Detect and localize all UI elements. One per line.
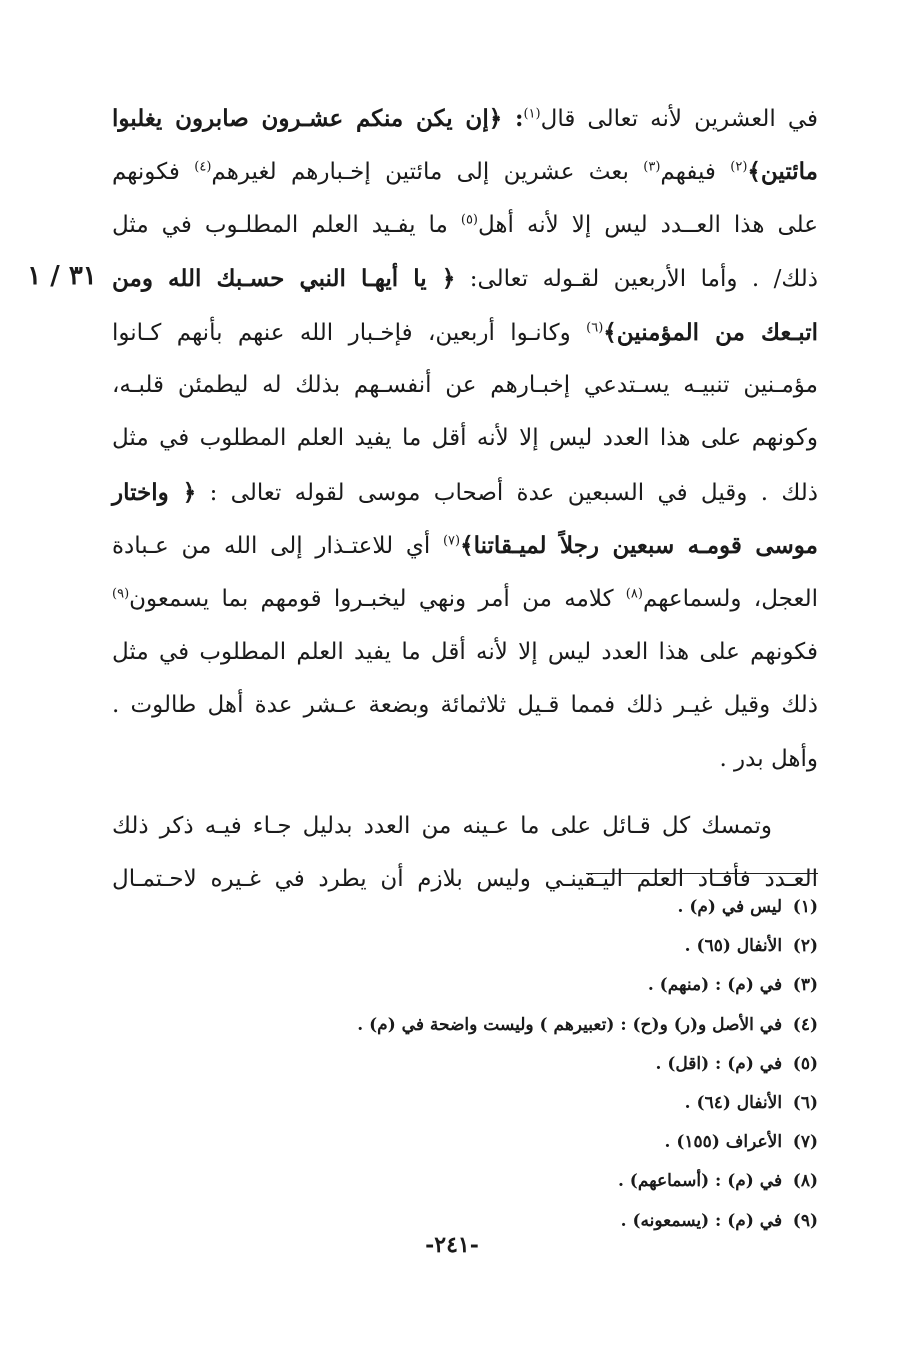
footnote-number: (٣) bbox=[792, 975, 818, 996]
quran-quote: موسى قومـه سبعين رجلاً لميـقاتنا﴾ bbox=[460, 532, 819, 560]
text-run: وتمسك كل قـائل على ما عـينه من العدد بدليل جـاء فيـه ذكر ذلك bbox=[112, 813, 772, 840]
text-line bbox=[112, 412, 818, 465]
paragraph-gap bbox=[112, 786, 818, 800]
footnote-text: في (م) : (أسماعهم) . bbox=[617, 1171, 788, 1192]
footnote-item bbox=[200, 1123, 818, 1162]
footnote-marker: (٥) bbox=[460, 212, 478, 228]
footnote-separator bbox=[586, 873, 818, 874]
footnotes-list bbox=[200, 888, 818, 1241]
text-run: ذلك وقيل غيـر ذلك فمما قـيل ثلاثمائة وبضعة عـشر عدة أهل طالوت . bbox=[112, 692, 818, 719]
text-line bbox=[112, 306, 818, 359]
text-run: فيفهم bbox=[660, 159, 731, 186]
text-line bbox=[112, 145, 818, 198]
footnote-item bbox=[200, 1202, 818, 1241]
text-run: ذلك . وقيل في السبعين عدة أصحاب موسى لقوله تعالى : bbox=[196, 479, 818, 506]
text-run: ذلك/ . وأما الأربعين لقـوله تعالى: bbox=[455, 266, 818, 293]
footnote-number: (٤) bbox=[792, 1014, 818, 1035]
footnote-marker: (٢) bbox=[730, 159, 748, 175]
text-run: في العشرين لأنه تعالى قال bbox=[540, 106, 818, 132]
footnote-item bbox=[200, 888, 818, 927]
footnote-number: (١) bbox=[792, 897, 818, 917]
footnote-text: في (م) : (منهم) . bbox=[647, 975, 788, 996]
footnote-item bbox=[200, 927, 818, 966]
quran-quote: اتبـعك من المؤمنين﴾ bbox=[603, 318, 818, 346]
text-line bbox=[112, 252, 818, 305]
footnote-text: الأنفال (٦٤) . bbox=[684, 1092, 788, 1113]
footnote-marker: (١) bbox=[523, 106, 541, 122]
text-run: العجل، ولسماعهم bbox=[642, 585, 818, 612]
footnote-number: (٦) bbox=[792, 1092, 818, 1113]
quran-quote: ﴿ واختار bbox=[112, 478, 197, 506]
paragraph-1 bbox=[112, 92, 818, 786]
text-line bbox=[112, 573, 818, 626]
footnote-marker: (٣) bbox=[643, 159, 661, 175]
text-line bbox=[112, 359, 818, 412]
footnote-marker: (٨) bbox=[625, 585, 643, 601]
footnote-marker: (٦) bbox=[586, 319, 604, 335]
footnote-marker: (٩) bbox=[112, 585, 130, 601]
text-line bbox=[112, 199, 818, 252]
footnote-number: (٥) bbox=[792, 1053, 818, 1074]
text-line bbox=[112, 92, 818, 145]
footnote-text: الأنفال (٦٥) . bbox=[684, 936, 788, 957]
text-run: مؤمـنين تنبيـه يسـتدعي إخبـارهم عن أنفسـهم بذلك له ليطمئن قلبـه، bbox=[112, 371, 818, 398]
footnote-item bbox=[200, 966, 818, 1005]
footnote-marker: (٧) bbox=[442, 533, 461, 549]
footnote-number: (٩) bbox=[792, 1210, 818, 1231]
footnote-number: (٨) bbox=[792, 1171, 818, 1192]
text-run: ما يفـيد العلم المطلـوب في مثل bbox=[112, 211, 461, 238]
text-run: كلامه من أمر ونهي ليخبـروا قومهم بما يسمعون bbox=[129, 585, 626, 612]
footnote-text: في الأصل و(ر) و(ح) : (تعبيرهم ) وليست واضحة في (م) . bbox=[357, 1014, 788, 1035]
footnote-item bbox=[200, 1045, 818, 1084]
text-line bbox=[112, 466, 818, 519]
quran-quote: مائتين﴾ bbox=[747, 158, 819, 186]
text-line bbox=[112, 733, 818, 786]
footnote-text: في (م) : (يسمعونه) . bbox=[620, 1210, 788, 1231]
footnote-number: (٢) bbox=[792, 936, 818, 957]
footnote-item bbox=[200, 1162, 818, 1201]
footnote-text: ليس في (م) . bbox=[677, 897, 788, 917]
text-line bbox=[112, 800, 818, 853]
text-run: بعث عشرين إلى مائتين إخـبارهم لغيرهم bbox=[211, 159, 644, 186]
text-run: أي للاعتـذار إلى الله من عـبادة bbox=[112, 533, 443, 560]
footnote-item bbox=[200, 1006, 818, 1045]
text-run: وكونهم على هذا العدد ليس إلا لأنه أقل ما يفيد العلم المطلوب في مثل bbox=[112, 425, 818, 452]
text-run: فكونهم على هذا العدد ليس إلا لأنه أقل ما يفيد العلم المطلوب في مثل bbox=[112, 638, 818, 665]
text-run: وكانـوا أربعين، فإخـبار الله عنهم بأنهم كـانوا bbox=[112, 319, 587, 346]
text-line bbox=[112, 679, 818, 732]
margin-folio-reference: ٣١ / ١ bbox=[27, 261, 97, 291]
text-run: فكونهم bbox=[112, 159, 195, 186]
text-run: العـدد فأفـاد العلم اليـقينـي وليس بلازم أن يطرد في غـيره لاحـتمـال bbox=[112, 866, 818, 893]
text-line bbox=[112, 519, 818, 572]
quran-quote: : ﴿إن يكن منكم عشـرون صابرون يغلبوا bbox=[112, 105, 524, 132]
footnote-number: (٧) bbox=[792, 1132, 818, 1153]
footnote-marker: (٤) bbox=[194, 159, 212, 175]
footnote-text: في (م) : (اقل) . bbox=[655, 1053, 788, 1074]
text-run: وأهل بدر . bbox=[719, 745, 818, 772]
page-number: -٢٤١- bbox=[425, 1232, 479, 1258]
footnote-item bbox=[200, 1084, 818, 1123]
text-line bbox=[112, 626, 818, 679]
footnote-text: الأعراف (١٥٥) . bbox=[664, 1132, 788, 1153]
text-run: على هذا العــدد ليس إلا لأنه أهل bbox=[478, 211, 818, 238]
main-text bbox=[112, 92, 818, 907]
quran-quote: ﴿ يا أيهـا النبي حسـبك الله ومن bbox=[112, 265, 456, 293]
